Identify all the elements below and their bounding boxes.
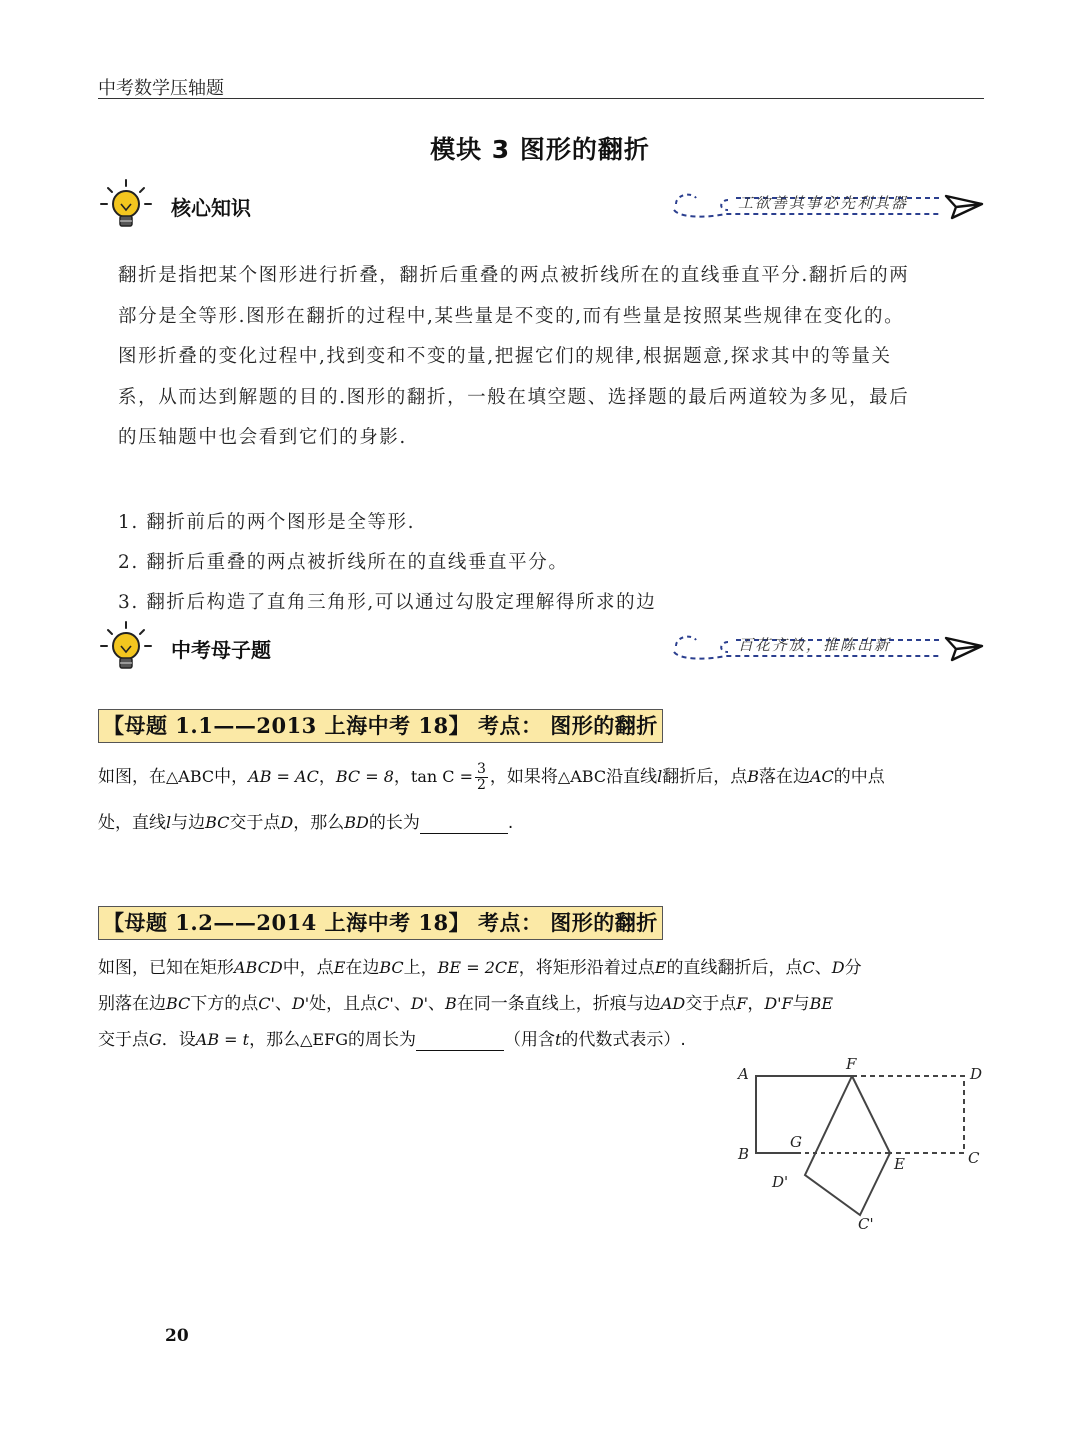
folded-shape	[805, 1076, 890, 1215]
question-2-line-2: 别落在边BC下方的点C'、D'处，且点C'、D'、B在同一条直线上，折痕与边AD交于点F，D'F与BE	[98, 994, 834, 1014]
page-number: 20	[165, 1326, 189, 1346]
header-divider	[98, 98, 984, 99]
question-1-line-2: 处，直线l与边BC交于点D，那么BD的长为 .	[98, 813, 514, 833]
motto-text-core: 工欲善其事必先利其器	[738, 194, 909, 212]
label-B: B	[738, 1145, 750, 1163]
core-line: 部分是全等形.图形在翻折的过程中,某些量是不变的,而有些量是按照某些规律在变化的。	[118, 305, 905, 327]
motto-banner-mother	[666, 628, 986, 668]
folding-geometry-figure	[730, 1055, 1000, 1235]
core-line: 的压轴题中也会看到它们的身影.	[118, 427, 407, 448]
lightbulb-icon	[98, 620, 154, 676]
key-point: 1. 翻折前后的两个图形是全等形.	[118, 512, 416, 533]
core-line: 系，从而达到解题的目的.图形的翻折，一般在填空题、选择题的最后两道较为多见，最后	[118, 386, 910, 408]
motto-text-mother: 百花齐放，推陈出新	[738, 636, 892, 654]
core-line: 翻折是指把某个图形进行折叠，翻折后重叠的两点被折线所在的直线垂直平分.翻折后的两	[118, 265, 910, 286]
key-point: 2. 翻折后重叠的两点被折线所在的直线垂直平分。	[118, 552, 569, 573]
label-E: E	[894, 1155, 905, 1173]
question-heading-1: 【母题 1.1——2013 上海中考 18】 考点： 图形的翻折	[98, 709, 663, 743]
question-2-line-1: 如图，已知在矩形ABCD中，点E在边BC上，BE = 2CE，将矩形沿着过点E的直线翻折后，点C、D分	[98, 958, 862, 978]
core-line: 图形折叠的变化过程中,找到变和不变的量,把握它们的规律,根据题意,探求其中的等量关	[118, 346, 892, 367]
rectangle-dashed-edge	[852, 1076, 964, 1153]
core-paragraph	[118, 256, 984, 459]
label-G: G	[790, 1133, 802, 1151]
motto-banner-core	[666, 186, 986, 226]
label-C-prime: C'	[858, 1215, 874, 1233]
lightbulb-icon	[98, 178, 154, 234]
label-C: C	[968, 1149, 980, 1167]
fraction: $\frac{3}{2}$	[477, 760, 486, 793]
running-header: 中考数学压轴题	[98, 78, 224, 99]
section-title-core: 核心知识	[171, 196, 251, 220]
rectangle-solid-edge	[756, 1076, 852, 1153]
paper-plane-icon	[944, 192, 984, 222]
page-title: 模块 3 图形的翻折	[430, 135, 650, 164]
key-point: 3. 翻折后构造了直角三角形,可以通过勾股定理解得所求的边	[118, 592, 657, 613]
answer-blank[interactable]	[416, 1030, 504, 1051]
answer-blank[interactable]	[420, 813, 508, 834]
section-title-mother: 中考母子题	[171, 638, 271, 662]
paper-plane-icon	[944, 634, 984, 664]
question-heading-2: 【母题 1.2——2014 上海中考 18】 考点： 图形的翻折	[98, 906, 663, 940]
label-D-prime: D'	[772, 1173, 789, 1191]
question-2-line-3: 交于点G．设AB = t，那么△EFG的周长为 （用含t的代数式表示）.	[98, 1030, 686, 1050]
label-D: D	[970, 1065, 983, 1083]
label-F: F	[846, 1055, 857, 1073]
label-A: A	[738, 1065, 749, 1083]
fold-crease-FE	[852, 1076, 890, 1153]
question-1-line-1: 如图，在△ABC中，AB = AC，BC = 8，tan C = $\frac{3}{2}$ ，如果将△ABC沿直线l翻折后，点B落在边AC的中点	[98, 760, 885, 793]
